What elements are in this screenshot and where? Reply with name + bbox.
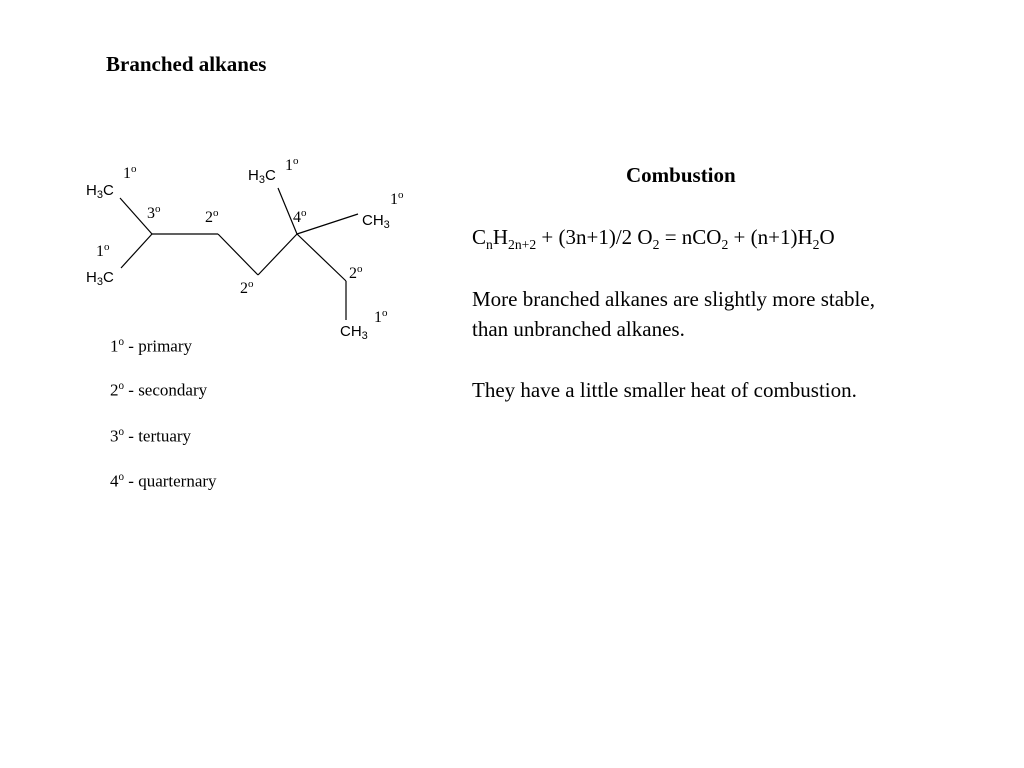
degree-label: 1$^o$ xyxy=(96,241,110,260)
bond xyxy=(258,234,297,275)
degree-label: 3$^o$ xyxy=(147,203,161,222)
degree-label: 2$^o$ xyxy=(205,207,219,226)
degree-label: 4$^o$ xyxy=(293,207,307,226)
legend-item-primary: 1$^o$ - primary xyxy=(110,336,193,356)
legend-item-quaternary: 4$^o$ - quarternary xyxy=(110,471,217,491)
stability-line-1: More branched alkanes are slightly more stable, xyxy=(472,287,875,311)
bond xyxy=(218,234,258,275)
group-ch3-bottom-left: $H_3C$ xyxy=(86,269,114,288)
degree-label: 1$^o$ xyxy=(374,307,388,326)
bond xyxy=(121,234,152,268)
degree-label: 2$^o$ xyxy=(240,278,254,297)
group-ch3-top-left: $H_3C$ xyxy=(86,182,114,201)
degree-label: 1$^o$ xyxy=(123,163,137,182)
group-ch3-right: $CH_3$ xyxy=(362,212,390,231)
stability-line-2: than unbranched alkanes. xyxy=(472,317,685,341)
legend-item-secondary: 2$^o$ - secondary xyxy=(110,380,208,400)
degree-label: 1$^o$ xyxy=(285,155,299,174)
group-ch3-top-mid: $H_3C$ xyxy=(248,167,276,186)
slide-title: Branched alkanes xyxy=(106,52,267,76)
combustion-heading: Combustion xyxy=(626,163,736,187)
legend-item-tertiary: 3$^o$ - tertuary xyxy=(110,426,192,446)
group-ch3-bottom: $CH_3$ xyxy=(340,323,368,342)
combustion-equation: $C_nH_{2n+2} + (3n+1)/2$ $O_2 = nCO_2 + (n+1)H_2O$ xyxy=(472,225,835,253)
degree-label: 2$^o$ xyxy=(349,263,363,282)
bond xyxy=(297,234,346,281)
heat-of-combustion-text: They have a little smaller heat of combustion. xyxy=(472,378,857,402)
degree-label: 1$^o$ xyxy=(390,189,404,208)
